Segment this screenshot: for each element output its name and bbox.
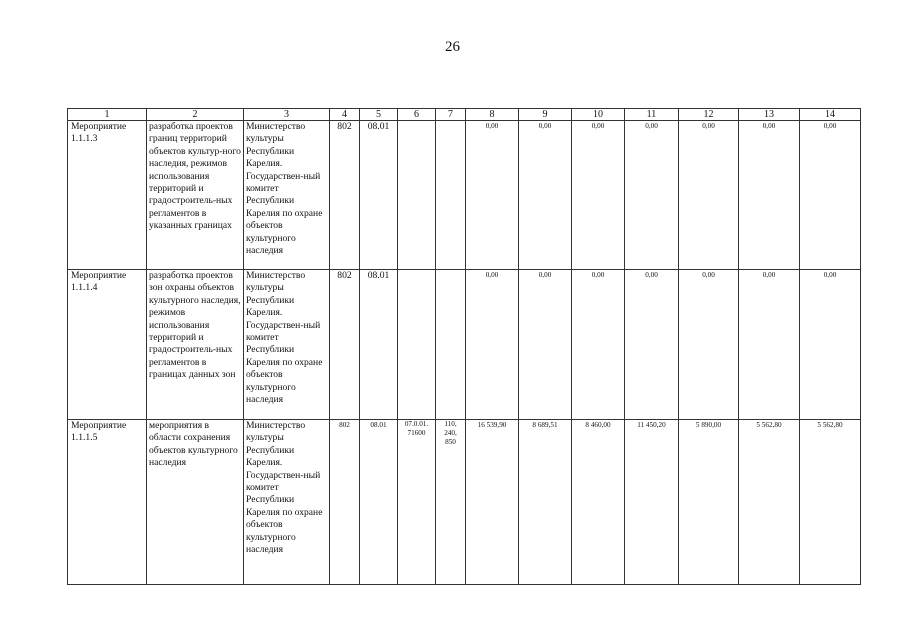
column-header: 9 [519, 109, 572, 121]
column-header: 14 [800, 109, 861, 121]
measure-cell: Мероприятие 1.1.1.3 [68, 121, 147, 270]
measure-cell: Мероприятие 1.1.1.4 [68, 270, 147, 420]
code-cell: 802 [330, 270, 360, 420]
column-header: 2 [147, 109, 244, 121]
amount-cell: 0,00 [625, 121, 679, 270]
amount-cell: 0,00 [572, 270, 625, 420]
amount-cell: 5 890,00 [679, 420, 739, 585]
code-cell: 802 [330, 121, 360, 270]
amount-cell: 8 689,51 [519, 420, 572, 585]
measure-cell: Мероприятие 1.1.1.5 [68, 420, 147, 585]
column-header: 5 [360, 109, 398, 121]
amount-cell: 8 460,00 [572, 420, 625, 585]
amount-cell: 16 539,90 [466, 420, 519, 585]
column-header: 10 [572, 109, 625, 121]
amount-cell: 5 562,80 [739, 420, 800, 585]
description-cell: мероприятия в области сохранения объектов культурного наследия [147, 420, 244, 585]
code-cell [398, 121, 436, 270]
column-header: 3 [244, 109, 330, 121]
amount-cell: 0,00 [800, 270, 861, 420]
budget-table [67, 108, 861, 585]
code-cell: 07.0.01. 71600 [398, 420, 436, 585]
column-header: 4 [330, 109, 360, 121]
amount-cell: 0,00 [679, 270, 739, 420]
executor-cell: Министерство культуры Республики Карелия. Государствен-ный комитет Республики Карелия по охране объектов культурного наследия [244, 270, 330, 420]
code-cell: 08.01 [360, 121, 398, 270]
executor-cell: Министерство культуры Республики Карелия. Государствен-ный комитет Республики Карелия по охране объектов культурного наследия [244, 121, 330, 270]
amount-cell: 0,00 [625, 270, 679, 420]
amount-cell: 0,00 [466, 270, 519, 420]
column-header: 13 [739, 109, 800, 121]
column-header: 7 [436, 109, 466, 121]
amount-cell: 0,00 [519, 121, 572, 270]
page-number: 26 [445, 39, 460, 55]
code-cell [398, 270, 436, 420]
table-header-row [68, 109, 861, 121]
table-row [68, 270, 861, 420]
column-header: 6 [398, 109, 436, 121]
amount-cell: 0,00 [739, 270, 800, 420]
code-cell: 08.01 [360, 420, 398, 585]
column-header: 11 [625, 109, 679, 121]
table-row [68, 420, 861, 585]
code-cell: 110, 240, 850 [436, 420, 466, 585]
code-cell [436, 270, 466, 420]
column-header: 1 [68, 109, 147, 121]
column-header: 12 [679, 109, 739, 121]
description-cell: разработка проектов границ территорий объектов культур-ного наследия, режимов использования территорий и градостроитель-ных регламентов в указанных границах [147, 121, 244, 270]
amount-cell: 0,00 [739, 121, 800, 270]
executor-cell: Министерство культуры Республики Карелия. Государствен-ный комитет Республики Карелия по охране объектов культурного наследия [244, 420, 330, 585]
description-cell: разработка проектов зон охраны объектов культурного наследия, режимов использования территорий и градостроитель-ных регламентов в границах данных зон [147, 270, 244, 420]
amount-cell: 0,00 [572, 121, 625, 270]
code-cell: 08.01 [360, 270, 398, 420]
amount-cell: 5 562,80 [800, 420, 861, 585]
code-cell: 802 [330, 420, 360, 585]
amount-cell: 0,00 [679, 121, 739, 270]
amount-cell: 11 450,20 [625, 420, 679, 585]
column-header: 8 [466, 109, 519, 121]
amount-cell: 0,00 [466, 121, 519, 270]
code-cell [436, 121, 466, 270]
table-row [68, 121, 861, 270]
amount-cell: 0,00 [800, 121, 861, 270]
amount-cell: 0,00 [519, 270, 572, 420]
